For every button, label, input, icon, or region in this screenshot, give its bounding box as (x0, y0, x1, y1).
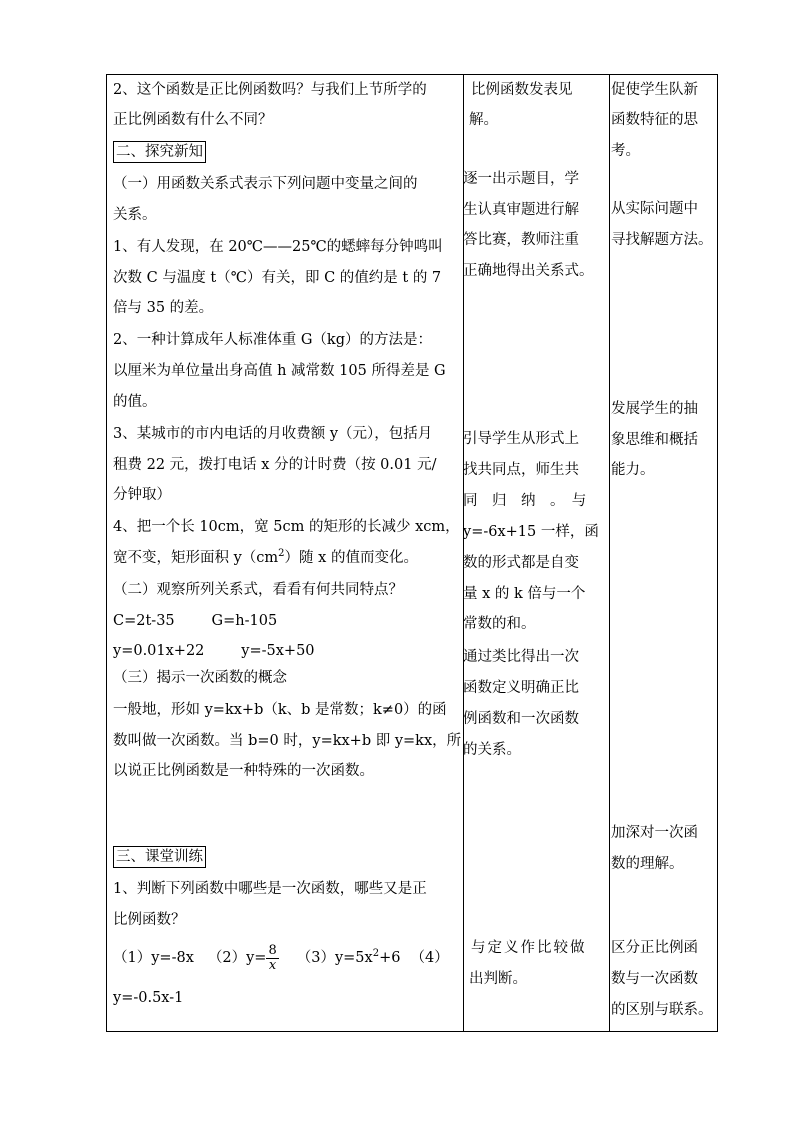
text-line: 找共同点，师生共 (463, 462, 579, 478)
text-line: 关系。 (113, 207, 157, 223)
text-line: 分钟取） (113, 487, 171, 503)
column-divider (609, 75, 610, 1031)
text-line: 数的理解。 (611, 856, 684, 872)
text-line: 比例函数？ (113, 912, 186, 928)
section-heading: 三、课堂训练 (113, 846, 206, 868)
text-line: （一）用函数关系式表示下列问题中变量之间的 (113, 176, 418, 192)
equation-line: C=2t-35 G=h-105 (113, 613, 278, 629)
text-line: 答比赛，教师注重 (463, 232, 579, 248)
lesson-table (106, 74, 718, 1032)
text-line: 例函数和一次函数 (463, 711, 579, 727)
text-line: 1、有人发现，在 20℃——25℃的蟋蟀每分钟鸣叫 (113, 239, 443, 255)
text-line: 出判断。 (469, 971, 527, 987)
text-line: 加深对一次函 (611, 825, 698, 841)
text-line: 与定义作比较做 (471, 940, 587, 956)
text-line: 函数定义明确正比 (463, 680, 579, 696)
text-line: 一般地，形如 y=kx+b（k、b 是常数；k≠0）的函 (113, 702, 447, 718)
text-line: y=-6x+15 一样，函 (463, 524, 599, 540)
text-line: 宽不变，矩形面积 $y(cm^2)$随 x 的值而变化。 (113, 548, 418, 566)
text-line: 从实际问题中 (611, 201, 698, 217)
text-line: 同 归 纳 。 与 (463, 493, 587, 509)
text-line: 2、一种计算成年人标准体重 G（kg）的方法是： (113, 332, 432, 348)
text-line: 通过类比得出一次 (463, 649, 579, 665)
text-line: 发展学生的抽 (611, 401, 698, 417)
text-line: 倍与 35 的差。 (113, 300, 214, 316)
text-line: 以说正比例函数是一种特殊的一次函数。 (113, 763, 374, 779)
text-line: 数与一次函数 (611, 971, 698, 987)
text-line: 量 x 的 k 倍与一个 (463, 586, 586, 602)
exercise-line: （1）y=-8x （2）y= $\frac{8}{x}$ $(3)y=5x^2+6$ （4） (113, 942, 449, 973)
text-line: 的区别与联系。 (611, 1002, 713, 1018)
text-line: 3、某城市的市内电话的月收费额 y（元），包括月 (113, 426, 433, 442)
text-line: 函数特征的思 (611, 112, 698, 128)
text-line: 解。 (469, 112, 498, 128)
text-line: 能力。 (611, 462, 655, 478)
text-line: 逐一出示题目，学 (463, 171, 579, 187)
text-line: 的关系。 (463, 742, 521, 758)
text-line: 数叫做一次函数。当 b=0 时，y=kx+b 即 y=kx，所 (113, 733, 462, 749)
fraction: $\frac{8}{x}$ (268, 942, 277, 973)
text-line: 数的形式都是自变 (463, 555, 579, 571)
text-line: 1、判断下列函数中哪些是一次函数，哪些又是正 (113, 881, 427, 897)
equation-line: y=0.01x+22 y=-5x+50 (113, 643, 315, 659)
text-line: 以厘米为单位量出身高值 h 减常数 105 所得差是 G (113, 363, 446, 379)
text-line: 促使学生队新 (611, 82, 698, 98)
text-line: （三）揭示一次函数的概念 (113, 670, 287, 686)
text-line: 引导学生从形式上 (463, 431, 579, 447)
text-line: 考。 (611, 143, 640, 159)
text-line: 4、把一个长 10cm，宽 5cm 的矩形的长减少 xcm， (113, 519, 460, 535)
text-line: 象思维和概括 (611, 432, 698, 448)
section-heading: 二、探究新知 (113, 141, 206, 163)
text-line: 次数 C 与温度 t（℃）有关，即 C 的值约是 t 的 7 (113, 270, 442, 286)
text-line: 2、这个函数是正比例函数吗？与我们上节所学的 (113, 82, 427, 98)
text-line: 比例函数发表见 (471, 82, 573, 98)
text-line: 区分正比例函 (611, 940, 698, 956)
text-line: 生认真审题进行解 (463, 202, 579, 218)
text-line: 常数的和。 (463, 616, 536, 632)
text-line: 租费 22 元，拨打电话 x 分的计时费（按 0.01 元/ (113, 457, 437, 473)
text-line: 正确地得出关系式。 (463, 263, 594, 279)
text-line: （二）观察所列关系式，看看有何共同特点？ (113, 582, 403, 598)
text-line: y=-0.5x-1 (113, 990, 184, 1006)
text-line: 寻找解题方法。 (611, 232, 713, 248)
text-line: 正比例函数有什么不同？ (113, 112, 273, 128)
text-line: 的值。 (113, 394, 157, 410)
